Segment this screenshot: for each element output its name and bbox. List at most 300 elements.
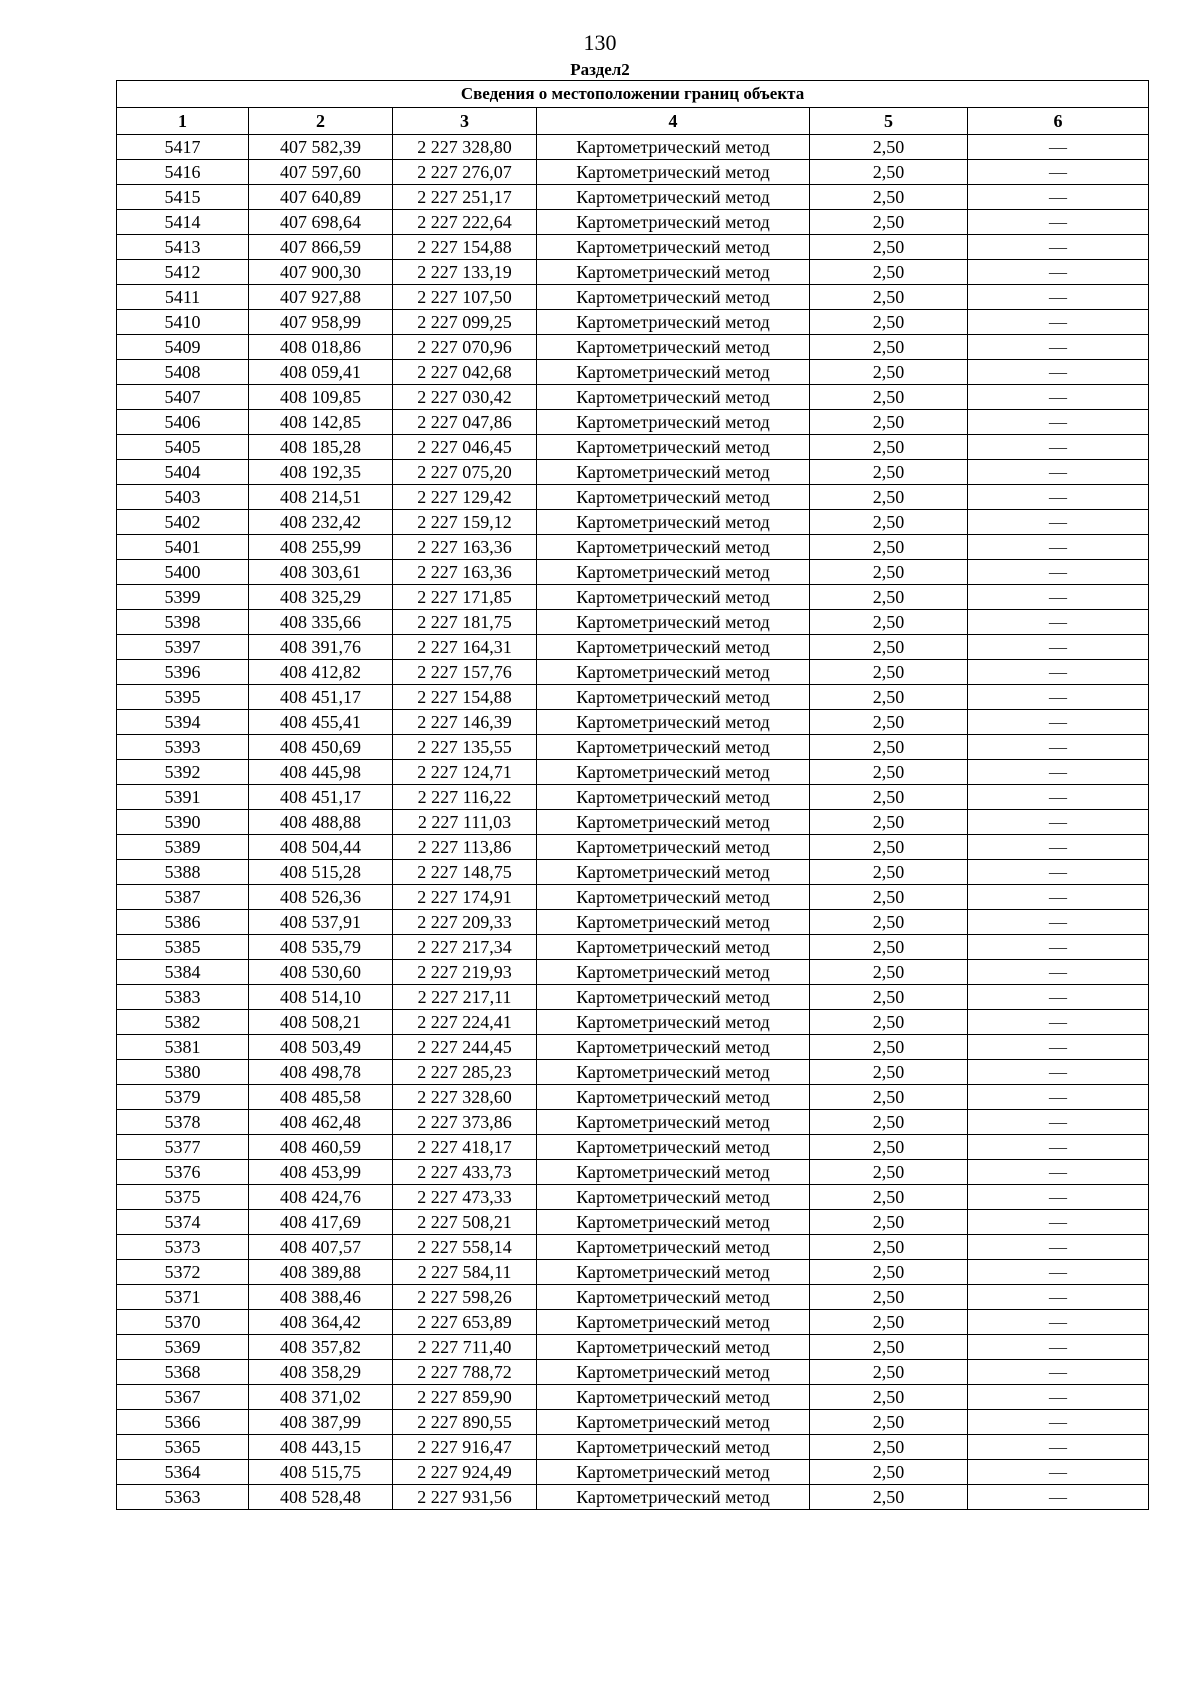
point-number-cell: 5415 bbox=[117, 185, 249, 210]
x-coordinate-cell: 408 417,69 bbox=[249, 1210, 393, 1235]
description-cell: — bbox=[968, 660, 1149, 685]
description-cell: — bbox=[968, 810, 1149, 835]
point-number-cell: 5389 bbox=[117, 835, 249, 860]
point-number-cell: 5364 bbox=[117, 1460, 249, 1485]
accuracy-cell: 2,50 bbox=[810, 460, 968, 485]
method-cell: Картометрический метод bbox=[537, 985, 810, 1010]
y-coordinate-cell: 2 227 251,17 bbox=[393, 185, 537, 210]
table-row bbox=[117, 1310, 1149, 1335]
description-cell: — bbox=[968, 1260, 1149, 1285]
x-coordinate-cell: 408 460,59 bbox=[249, 1135, 393, 1160]
y-coordinate-cell: 2 227 209,33 bbox=[393, 910, 537, 935]
y-coordinate-cell: 2 227 916,47 bbox=[393, 1435, 537, 1460]
method-cell: Картометрический метод bbox=[537, 160, 810, 185]
point-number-cell: 5413 bbox=[117, 235, 249, 260]
accuracy-cell: 2,50 bbox=[810, 1260, 968, 1285]
point-number-cell: 5383 bbox=[117, 985, 249, 1010]
table-row bbox=[117, 810, 1149, 835]
x-coordinate-cell: 408 303,61 bbox=[249, 560, 393, 585]
description-cell: — bbox=[968, 135, 1149, 160]
x-coordinate-cell: 408 485,58 bbox=[249, 1085, 393, 1110]
column-number: 2 bbox=[249, 108, 393, 135]
point-number-cell: 5374 bbox=[117, 1210, 249, 1235]
table-row bbox=[117, 260, 1149, 285]
description-cell: — bbox=[968, 585, 1149, 610]
description-cell: — bbox=[968, 910, 1149, 935]
y-coordinate-cell: 2 227 859,90 bbox=[393, 1385, 537, 1410]
x-coordinate-cell: 408 335,66 bbox=[249, 610, 393, 635]
accuracy-cell: 2,50 bbox=[810, 1135, 968, 1160]
description-cell: — bbox=[968, 185, 1149, 210]
table-row bbox=[117, 1360, 1149, 1385]
table-row bbox=[117, 610, 1149, 635]
x-coordinate-cell: 408 515,28 bbox=[249, 860, 393, 885]
y-coordinate-cell: 2 227 116,22 bbox=[393, 785, 537, 810]
table-row bbox=[117, 785, 1149, 810]
x-coordinate-cell: 408 255,99 bbox=[249, 535, 393, 560]
accuracy-cell: 2,50 bbox=[810, 910, 968, 935]
description-cell: — bbox=[968, 1285, 1149, 1310]
method-cell: Картометрический метод bbox=[537, 1160, 810, 1185]
table-row bbox=[117, 635, 1149, 660]
method-cell: Картометрический метод bbox=[537, 860, 810, 885]
description-cell: — bbox=[968, 710, 1149, 735]
method-cell: Картометрический метод bbox=[537, 635, 810, 660]
table-row bbox=[117, 960, 1149, 985]
table-row bbox=[117, 1335, 1149, 1360]
y-coordinate-cell: 2 227 075,20 bbox=[393, 460, 537, 485]
table-row bbox=[117, 410, 1149, 435]
point-number-cell: 5408 bbox=[117, 360, 249, 385]
point-number-cell: 5367 bbox=[117, 1385, 249, 1410]
table-caption: Сведения о местоположении границ объекта bbox=[117, 81, 1149, 108]
table-body bbox=[117, 135, 1149, 1510]
accuracy-cell: 2,50 bbox=[810, 560, 968, 585]
description-cell: — bbox=[968, 360, 1149, 385]
x-coordinate-cell: 408 388,46 bbox=[249, 1285, 393, 1310]
description-cell: — bbox=[968, 885, 1149, 910]
method-cell: Картометрический метод bbox=[537, 385, 810, 410]
point-number-cell: 5402 bbox=[117, 510, 249, 535]
point-number-cell: 5410 bbox=[117, 310, 249, 335]
method-cell: Картометрический метод bbox=[537, 760, 810, 785]
description-cell: — bbox=[968, 260, 1149, 285]
accuracy-cell: 2,50 bbox=[810, 1485, 968, 1510]
y-coordinate-cell: 2 227 217,34 bbox=[393, 935, 537, 960]
description-cell: — bbox=[968, 1135, 1149, 1160]
table-row bbox=[117, 535, 1149, 560]
table-row bbox=[117, 235, 1149, 260]
accuracy-cell: 2,50 bbox=[810, 510, 968, 535]
point-number-cell: 5399 bbox=[117, 585, 249, 610]
x-coordinate-cell: 408 504,44 bbox=[249, 835, 393, 860]
accuracy-cell: 2,50 bbox=[810, 1385, 968, 1410]
y-coordinate-cell: 2 227 124,71 bbox=[393, 760, 537, 785]
x-coordinate-cell: 408 142,85 bbox=[249, 410, 393, 435]
table-row bbox=[117, 685, 1149, 710]
method-cell: Картометрический метод bbox=[537, 360, 810, 385]
method-cell: Картометрический метод bbox=[537, 460, 810, 485]
section-title: Раздел2 bbox=[570, 60, 630, 79]
x-coordinate-cell: 408 407,57 bbox=[249, 1235, 393, 1260]
description-cell: — bbox=[968, 785, 1149, 810]
table-row bbox=[117, 285, 1149, 310]
table-row bbox=[117, 1460, 1149, 1485]
method-cell: Картометрический метод bbox=[537, 910, 810, 935]
x-coordinate-cell: 408 515,75 bbox=[249, 1460, 393, 1485]
y-coordinate-cell: 2 227 890,55 bbox=[393, 1410, 537, 1435]
x-coordinate-cell: 408 185,28 bbox=[249, 435, 393, 460]
description-cell: — bbox=[968, 1085, 1149, 1110]
point-number-cell: 5369 bbox=[117, 1335, 249, 1360]
point-number-cell: 5376 bbox=[117, 1160, 249, 1185]
y-coordinate-cell: 2 227 146,39 bbox=[393, 710, 537, 735]
column-number: 1 bbox=[117, 108, 249, 135]
description-cell: — bbox=[968, 1335, 1149, 1360]
y-coordinate-cell: 2 227 163,36 bbox=[393, 535, 537, 560]
table-row bbox=[117, 1010, 1149, 1035]
x-coordinate-cell: 408 364,42 bbox=[249, 1310, 393, 1335]
method-cell: Картометрический метод bbox=[537, 1435, 810, 1460]
x-coordinate-cell: 408 387,99 bbox=[249, 1410, 393, 1435]
point-number-cell: 5417 bbox=[117, 135, 249, 160]
y-coordinate-cell: 2 227 224,41 bbox=[393, 1010, 537, 1035]
x-coordinate-cell: 408 192,35 bbox=[249, 460, 393, 485]
point-number-cell: 5395 bbox=[117, 685, 249, 710]
point-number-cell: 5387 bbox=[117, 885, 249, 910]
method-cell: Картометрический метод bbox=[537, 1010, 810, 1035]
column-number: 6 bbox=[968, 108, 1149, 135]
description-cell: — bbox=[968, 735, 1149, 760]
x-coordinate-cell: 408 451,17 bbox=[249, 685, 393, 710]
accuracy-cell: 2,50 bbox=[810, 760, 968, 785]
method-cell: Картометрический метод bbox=[537, 135, 810, 160]
y-coordinate-cell: 2 227 328,60 bbox=[393, 1085, 537, 1110]
y-coordinate-cell: 2 227 171,85 bbox=[393, 585, 537, 610]
point-number-cell: 5381 bbox=[117, 1035, 249, 1060]
description-cell: — bbox=[968, 1185, 1149, 1210]
column-number: 5 bbox=[810, 108, 968, 135]
point-number-cell: 5373 bbox=[117, 1235, 249, 1260]
accuracy-cell: 2,50 bbox=[810, 585, 968, 610]
accuracy-cell: 2,50 bbox=[810, 985, 968, 1010]
x-coordinate-cell: 408 391,76 bbox=[249, 635, 393, 660]
description-cell: — bbox=[968, 935, 1149, 960]
accuracy-cell: 2,50 bbox=[810, 485, 968, 510]
y-coordinate-cell: 2 227 244,45 bbox=[393, 1035, 537, 1060]
accuracy-cell: 2,50 bbox=[810, 360, 968, 385]
accuracy-cell: 2,50 bbox=[810, 235, 968, 260]
point-number-cell: 5365 bbox=[117, 1435, 249, 1460]
x-coordinate-cell: 408 357,82 bbox=[249, 1335, 393, 1360]
accuracy-cell: 2,50 bbox=[810, 1060, 968, 1085]
table-row bbox=[117, 310, 1149, 335]
y-coordinate-cell: 2 227 154,88 bbox=[393, 235, 537, 260]
table-row bbox=[117, 485, 1149, 510]
method-cell: Картометрический метод bbox=[537, 1185, 810, 1210]
y-coordinate-cell: 2 227 129,42 bbox=[393, 485, 537, 510]
y-coordinate-cell: 2 227 788,72 bbox=[393, 1360, 537, 1385]
table-row bbox=[117, 1085, 1149, 1110]
y-coordinate-cell: 2 227 558,14 bbox=[393, 1235, 537, 1260]
table-row bbox=[117, 710, 1149, 735]
description-cell: — bbox=[968, 285, 1149, 310]
description-cell: — bbox=[968, 410, 1149, 435]
accuracy-cell: 2,50 bbox=[810, 860, 968, 885]
y-coordinate-cell: 2 227 711,40 bbox=[393, 1335, 537, 1360]
table-row bbox=[117, 1160, 1149, 1185]
table-row bbox=[117, 885, 1149, 910]
x-coordinate-cell: 408 412,82 bbox=[249, 660, 393, 685]
y-coordinate-cell: 2 227 113,86 bbox=[393, 835, 537, 860]
method-cell: Картометрический метод bbox=[537, 1335, 810, 1360]
accuracy-cell: 2,50 bbox=[810, 285, 968, 310]
accuracy-cell: 2,50 bbox=[810, 435, 968, 460]
x-coordinate-cell: 408 109,85 bbox=[249, 385, 393, 410]
x-coordinate-cell: 408 451,17 bbox=[249, 785, 393, 810]
point-number-cell: 5391 bbox=[117, 785, 249, 810]
accuracy-cell: 2,50 bbox=[810, 885, 968, 910]
point-number-cell: 5401 bbox=[117, 535, 249, 560]
description-cell: — bbox=[968, 985, 1149, 1010]
method-cell: Картометрический метод bbox=[537, 535, 810, 560]
point-number-cell: 5375 bbox=[117, 1185, 249, 1210]
point-number-cell: 5377 bbox=[117, 1135, 249, 1160]
method-cell: Картометрический метод bbox=[537, 1360, 810, 1385]
accuracy-cell: 2,50 bbox=[810, 1285, 968, 1310]
description-cell: — bbox=[968, 1435, 1149, 1460]
method-cell: Картометрический метод bbox=[537, 210, 810, 235]
y-coordinate-cell: 2 227 219,93 bbox=[393, 960, 537, 985]
point-number-cell: 5380 bbox=[117, 1060, 249, 1085]
point-number-cell: 5406 bbox=[117, 410, 249, 435]
description-cell: — bbox=[968, 235, 1149, 260]
table-row bbox=[117, 1110, 1149, 1135]
method-cell: Картометрический метод bbox=[537, 1110, 810, 1135]
accuracy-cell: 2,50 bbox=[810, 735, 968, 760]
column-number-row bbox=[117, 108, 1149, 135]
coordinates-table bbox=[116, 80, 1149, 1510]
method-cell: Картометрический метод bbox=[537, 1235, 810, 1260]
y-coordinate-cell: 2 227 217,11 bbox=[393, 985, 537, 1010]
table-row bbox=[117, 1260, 1149, 1285]
description-cell: — bbox=[968, 1110, 1149, 1135]
x-coordinate-cell: 408 530,60 bbox=[249, 960, 393, 985]
method-cell: Картометрический метод bbox=[537, 1135, 810, 1160]
y-coordinate-cell: 2 227 508,21 bbox=[393, 1210, 537, 1235]
table-row bbox=[117, 910, 1149, 935]
y-coordinate-cell: 2 227 157,76 bbox=[393, 660, 537, 685]
x-coordinate-cell: 408 443,15 bbox=[249, 1435, 393, 1460]
accuracy-cell: 2,50 bbox=[810, 960, 968, 985]
point-number-cell: 5405 bbox=[117, 435, 249, 460]
y-coordinate-cell: 2 227 159,12 bbox=[393, 510, 537, 535]
description-cell: — bbox=[968, 1035, 1149, 1060]
table-row bbox=[117, 335, 1149, 360]
method-cell: Картометрический метод bbox=[537, 1035, 810, 1060]
table-row bbox=[117, 1235, 1149, 1260]
point-number-cell: 5370 bbox=[117, 1310, 249, 1335]
accuracy-cell: 2,50 bbox=[810, 1210, 968, 1235]
y-coordinate-cell: 2 227 135,55 bbox=[393, 735, 537, 760]
accuracy-cell: 2,50 bbox=[810, 185, 968, 210]
x-coordinate-cell: 408 535,79 bbox=[249, 935, 393, 960]
y-coordinate-cell: 2 227 133,19 bbox=[393, 260, 537, 285]
method-cell: Картометрический метод bbox=[537, 1060, 810, 1085]
point-number-cell: 5409 bbox=[117, 335, 249, 360]
method-cell: Картометрический метод bbox=[537, 585, 810, 610]
point-number-cell: 5385 bbox=[117, 935, 249, 960]
method-cell: Картометрический метод bbox=[537, 810, 810, 835]
x-coordinate-cell: 408 514,10 bbox=[249, 985, 393, 1010]
table-row bbox=[117, 660, 1149, 685]
description-cell: — bbox=[968, 460, 1149, 485]
point-number-cell: 5386 bbox=[117, 910, 249, 935]
point-number-cell: 5379 bbox=[117, 1085, 249, 1110]
y-coordinate-cell: 2 227 070,96 bbox=[393, 335, 537, 360]
table-row bbox=[117, 760, 1149, 785]
description-cell: — bbox=[968, 960, 1149, 985]
accuracy-cell: 2,50 bbox=[810, 1360, 968, 1385]
table-row bbox=[117, 1035, 1149, 1060]
accuracy-cell: 2,50 bbox=[810, 1085, 968, 1110]
accuracy-cell: 2,50 bbox=[810, 1310, 968, 1335]
table-row bbox=[117, 860, 1149, 885]
point-number-cell: 5414 bbox=[117, 210, 249, 235]
method-cell: Картометрический метод bbox=[537, 510, 810, 535]
point-number-cell: 5398 bbox=[117, 610, 249, 635]
accuracy-cell: 2,50 bbox=[810, 835, 968, 860]
point-number-cell: 5400 bbox=[117, 560, 249, 585]
point-number-cell: 5411 bbox=[117, 285, 249, 310]
accuracy-cell: 2,50 bbox=[810, 310, 968, 335]
method-cell: Картометрический метод bbox=[537, 1085, 810, 1110]
x-coordinate-cell: 408 508,21 bbox=[249, 1010, 393, 1035]
x-coordinate-cell: 408 528,48 bbox=[249, 1485, 393, 1510]
point-number-cell: 5368 bbox=[117, 1360, 249, 1385]
table-row bbox=[117, 1135, 1149, 1160]
method-cell: Картометрический метод bbox=[537, 235, 810, 260]
x-coordinate-cell: 407 927,88 bbox=[249, 285, 393, 310]
accuracy-cell: 2,50 bbox=[810, 1235, 968, 1260]
x-coordinate-cell: 407 958,99 bbox=[249, 310, 393, 335]
description-cell: — bbox=[968, 1010, 1149, 1035]
y-coordinate-cell: 2 227 107,50 bbox=[393, 285, 537, 310]
point-number-cell: 5392 bbox=[117, 760, 249, 785]
method-cell: Картометрический метод bbox=[537, 660, 810, 685]
description-cell: — bbox=[968, 485, 1149, 510]
point-number-cell: 5393 bbox=[117, 735, 249, 760]
point-number-cell: 5394 bbox=[117, 710, 249, 735]
table-row bbox=[117, 160, 1149, 185]
x-coordinate-cell: 408 453,99 bbox=[249, 1160, 393, 1185]
accuracy-cell: 2,50 bbox=[810, 1160, 968, 1185]
accuracy-cell: 2,50 bbox=[810, 710, 968, 735]
y-coordinate-cell: 2 227 030,42 bbox=[393, 385, 537, 410]
method-cell: Картометрический метод bbox=[537, 1210, 810, 1235]
y-coordinate-cell: 2 227 328,80 bbox=[393, 135, 537, 160]
method-cell: Картометрический метод bbox=[537, 1385, 810, 1410]
y-coordinate-cell: 2 227 373,86 bbox=[393, 1110, 537, 1135]
description-cell: — bbox=[968, 160, 1149, 185]
y-coordinate-cell: 2 227 154,88 bbox=[393, 685, 537, 710]
table-row bbox=[117, 510, 1149, 535]
point-number-cell: 5382 bbox=[117, 1010, 249, 1035]
description-cell: — bbox=[968, 860, 1149, 885]
point-number-cell: 5396 bbox=[117, 660, 249, 685]
x-coordinate-cell: 408 450,69 bbox=[249, 735, 393, 760]
method-cell: Картометрический метод bbox=[537, 960, 810, 985]
method-cell: Картометрический метод bbox=[537, 1460, 810, 1485]
point-number-cell: 5390 bbox=[117, 810, 249, 835]
x-coordinate-cell: 408 445,98 bbox=[249, 760, 393, 785]
table-row bbox=[117, 1410, 1149, 1435]
method-cell: Картометрический метод bbox=[537, 310, 810, 335]
y-coordinate-cell: 2 227 473,33 bbox=[393, 1185, 537, 1210]
method-cell: Картометрический метод bbox=[537, 1410, 810, 1435]
accuracy-cell: 2,50 bbox=[810, 685, 968, 710]
y-coordinate-cell: 2 227 584,11 bbox=[393, 1260, 537, 1285]
y-coordinate-cell: 2 227 148,75 bbox=[393, 860, 537, 885]
point-number-cell: 5404 bbox=[117, 460, 249, 485]
y-coordinate-cell: 2 227 047,86 bbox=[393, 410, 537, 435]
page-number: 130 bbox=[583, 30, 617, 55]
point-number-cell: 5366 bbox=[117, 1410, 249, 1435]
description-cell: — bbox=[968, 435, 1149, 460]
description-cell: — bbox=[968, 510, 1149, 535]
description-cell: — bbox=[968, 1060, 1149, 1085]
table-row bbox=[117, 1210, 1149, 1235]
x-coordinate-cell: 407 640,89 bbox=[249, 185, 393, 210]
y-coordinate-cell: 2 227 931,56 bbox=[393, 1485, 537, 1510]
table-row bbox=[117, 1385, 1149, 1410]
accuracy-cell: 2,50 bbox=[810, 210, 968, 235]
y-coordinate-cell: 2 227 111,03 bbox=[393, 810, 537, 835]
table-row bbox=[117, 935, 1149, 960]
column-number: 4 bbox=[537, 108, 810, 135]
description-cell: — bbox=[968, 835, 1149, 860]
y-coordinate-cell: 2 227 285,23 bbox=[393, 1060, 537, 1085]
accuracy-cell: 2,50 bbox=[810, 1035, 968, 1060]
accuracy-cell: 2,50 bbox=[810, 635, 968, 660]
description-cell: — bbox=[968, 1385, 1149, 1410]
method-cell: Картометрический метод bbox=[537, 785, 810, 810]
x-coordinate-cell: 407 597,60 bbox=[249, 160, 393, 185]
table-row bbox=[117, 135, 1149, 160]
accuracy-cell: 2,50 bbox=[810, 1185, 968, 1210]
point-number-cell: 5378 bbox=[117, 1110, 249, 1135]
x-coordinate-cell: 408 389,88 bbox=[249, 1260, 393, 1285]
description-cell: — bbox=[968, 385, 1149, 410]
method-cell: Картометрический метод bbox=[537, 335, 810, 360]
x-coordinate-cell: 408 059,41 bbox=[249, 360, 393, 385]
point-number-cell: 5412 bbox=[117, 260, 249, 285]
table-row bbox=[117, 1185, 1149, 1210]
point-number-cell: 5397 bbox=[117, 635, 249, 660]
table-row bbox=[117, 1435, 1149, 1460]
accuracy-cell: 2,50 bbox=[810, 1110, 968, 1135]
accuracy-cell: 2,50 bbox=[810, 610, 968, 635]
x-coordinate-cell: 408 498,78 bbox=[249, 1060, 393, 1085]
method-cell: Картометрический метод bbox=[537, 835, 810, 860]
x-coordinate-cell: 408 488,88 bbox=[249, 810, 393, 835]
y-coordinate-cell: 2 227 653,89 bbox=[393, 1310, 537, 1335]
method-cell: Картометрический метод bbox=[537, 1485, 810, 1510]
y-coordinate-cell: 2 227 164,31 bbox=[393, 635, 537, 660]
point-number-cell: 5372 bbox=[117, 1260, 249, 1285]
x-coordinate-cell: 408 232,42 bbox=[249, 510, 393, 535]
description-cell: — bbox=[968, 1235, 1149, 1260]
